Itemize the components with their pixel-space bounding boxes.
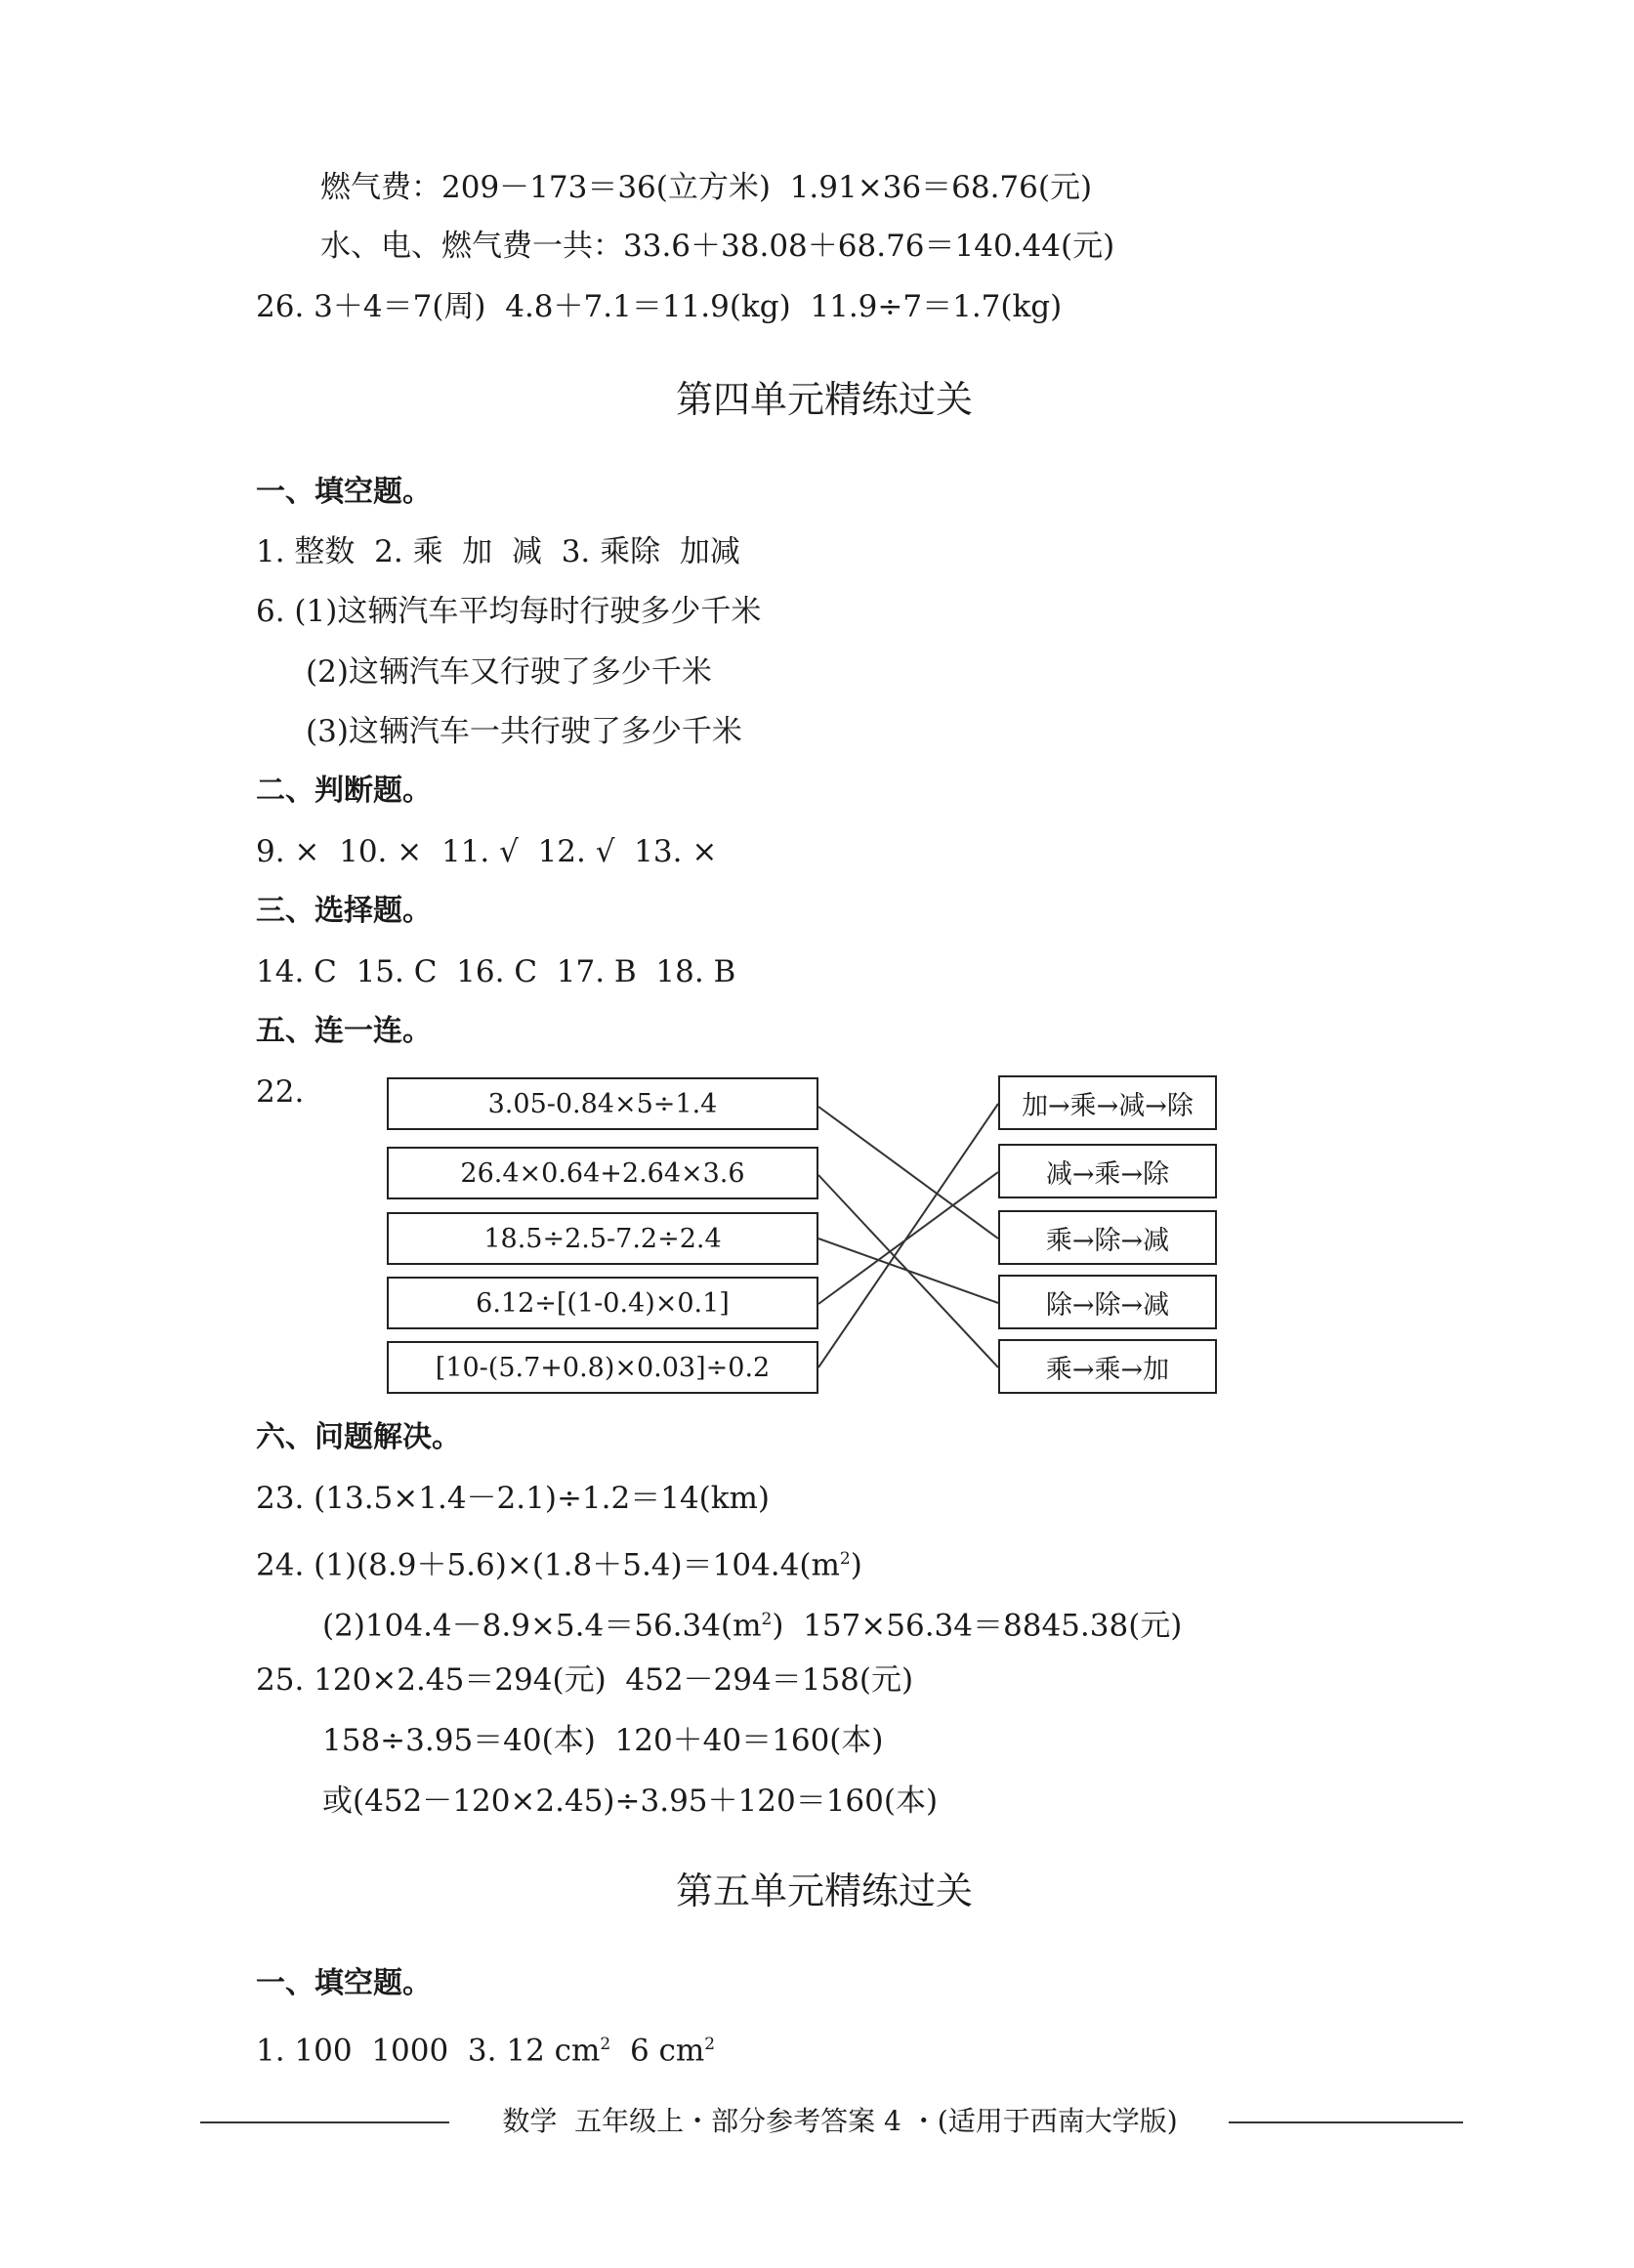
unit4-solve-heading: 六、问题解决。: [256, 1420, 461, 1454]
unit4-match-heading: 五、连一连。: [256, 1014, 432, 1048]
match-line-1: [818, 1107, 998, 1239]
unit4-fill-line2: 6. (1)这辆汽车平均每时行驶多少千米: [256, 594, 762, 629]
match-line-5: [818, 1104, 998, 1367]
unit4-fill-heading: 一、填空题。: [256, 475, 432, 509]
question-25-line3: 或(452－120×2.45)÷3.95＋120＝160(本): [322, 1784, 939, 1819]
footer-rule-right: [1229, 2121, 1463, 2123]
unit5-fill-line1: 1. 100 1000 3. 12 $cm^2$ 6 $cm^2$: [256, 2033, 716, 2069]
page-footer: [0, 2102, 1634, 2141]
match-line-4: [818, 1172, 998, 1304]
operation-order-box: 乘→乘→加: [998, 1339, 1217, 1394]
unit4-fill-line1: 1. 整数 2. 乘 加 减 3. 乘除 加减: [256, 534, 740, 569]
question-23-line: 23. (13.5×1.4－2.1)÷1.2＝14(km): [256, 1481, 771, 1516]
expression-box: 18.5÷2.5-7.2÷2.4: [387, 1212, 818, 1265]
match-question-number: 22.: [256, 1074, 305, 1110]
unit5-title: 第五单元精练过关: [676, 1869, 974, 1912]
unit4-fill-line3: (2)这辆汽车又行驶了多少千米: [306, 654, 712, 690]
question-24-part1: 24. $(1)(8.9+5.6)\times(1.8+5.4)=104.4(m^2)$: [256, 1547, 862, 1583]
squared-sup: 2: [600, 2035, 611, 2054]
question-25-line1: 25. 120×2.45＝294(元) 452－294＝158(元): [256, 1662, 914, 1698]
expression-box: 26.4×0.64+2.64×3.6: [387, 1147, 818, 1199]
total-fee-line: 水、电、燃气费一共：33.6＋38.08＋68.76＝140.44(元): [320, 229, 1115, 264]
unit4-judge-heading: 二、判断题。: [256, 774, 432, 808]
footer-text: 数学 五年级上・部分参考答案 4 ・(适用于西南大学版): [502, 2105, 1178, 2137]
squared-sup: 2: [704, 2035, 716, 2054]
operation-order-box: 减→乘→除: [998, 1144, 1217, 1198]
unit4-judge-answers: 9. × 10. × 11. √ 12. √ 13. ×: [256, 834, 718, 869]
unit4-title: 第四单元精练过关: [676, 378, 974, 421]
expression-box: 6.12÷[(1-0.4)×0.1]: [387, 1277, 818, 1329]
expression-box: [10-(5.7+0.8)×0.03]÷0.2: [387, 1341, 818, 1394]
question-24-part2: $(2)104.4-8.9\times 5.4=56.34(m^2)$ 157×56.34＝8845.38(元): [322, 1608, 1183, 1644]
question-26-line: 26. 3＋4＝7(周) 4.8＋7.1＝11.9(kg) 11.9÷7＝1.7(kg): [256, 289, 1063, 324]
squared-sup: 2: [761, 1610, 773, 1629]
operation-order-box: 乘→除→减: [998, 1210, 1217, 1265]
operation-order-box: 加→乘→减→除: [998, 1075, 1217, 1130]
unit4-choice-answers: 14. C 15. C 16. C 17. B 18. B: [256, 954, 736, 989]
gas-fee-line: 燃气费：209－173＝36(立方米) 1.91×36＝68.76(元): [320, 170, 1093, 205]
squared-sup: 2: [839, 1549, 851, 1569]
unit4-choice-heading: 三、选择题。: [256, 894, 432, 928]
question-25-line2: 158÷3.95＝40(本) 120＋40＝160(本): [322, 1723, 884, 1758]
unit4-fill-line4: (3)这辆汽车一共行驶了多少千米: [306, 714, 742, 749]
operation-order-box: 除→除→减: [998, 1275, 1217, 1329]
match-line-3: [818, 1239, 998, 1303]
footer-rule-left: [200, 2121, 449, 2123]
expression-box: 3.05-0.84×5÷1.4: [387, 1077, 818, 1130]
unit5-fill-heading: 一、填空题。: [256, 1966, 432, 2000]
